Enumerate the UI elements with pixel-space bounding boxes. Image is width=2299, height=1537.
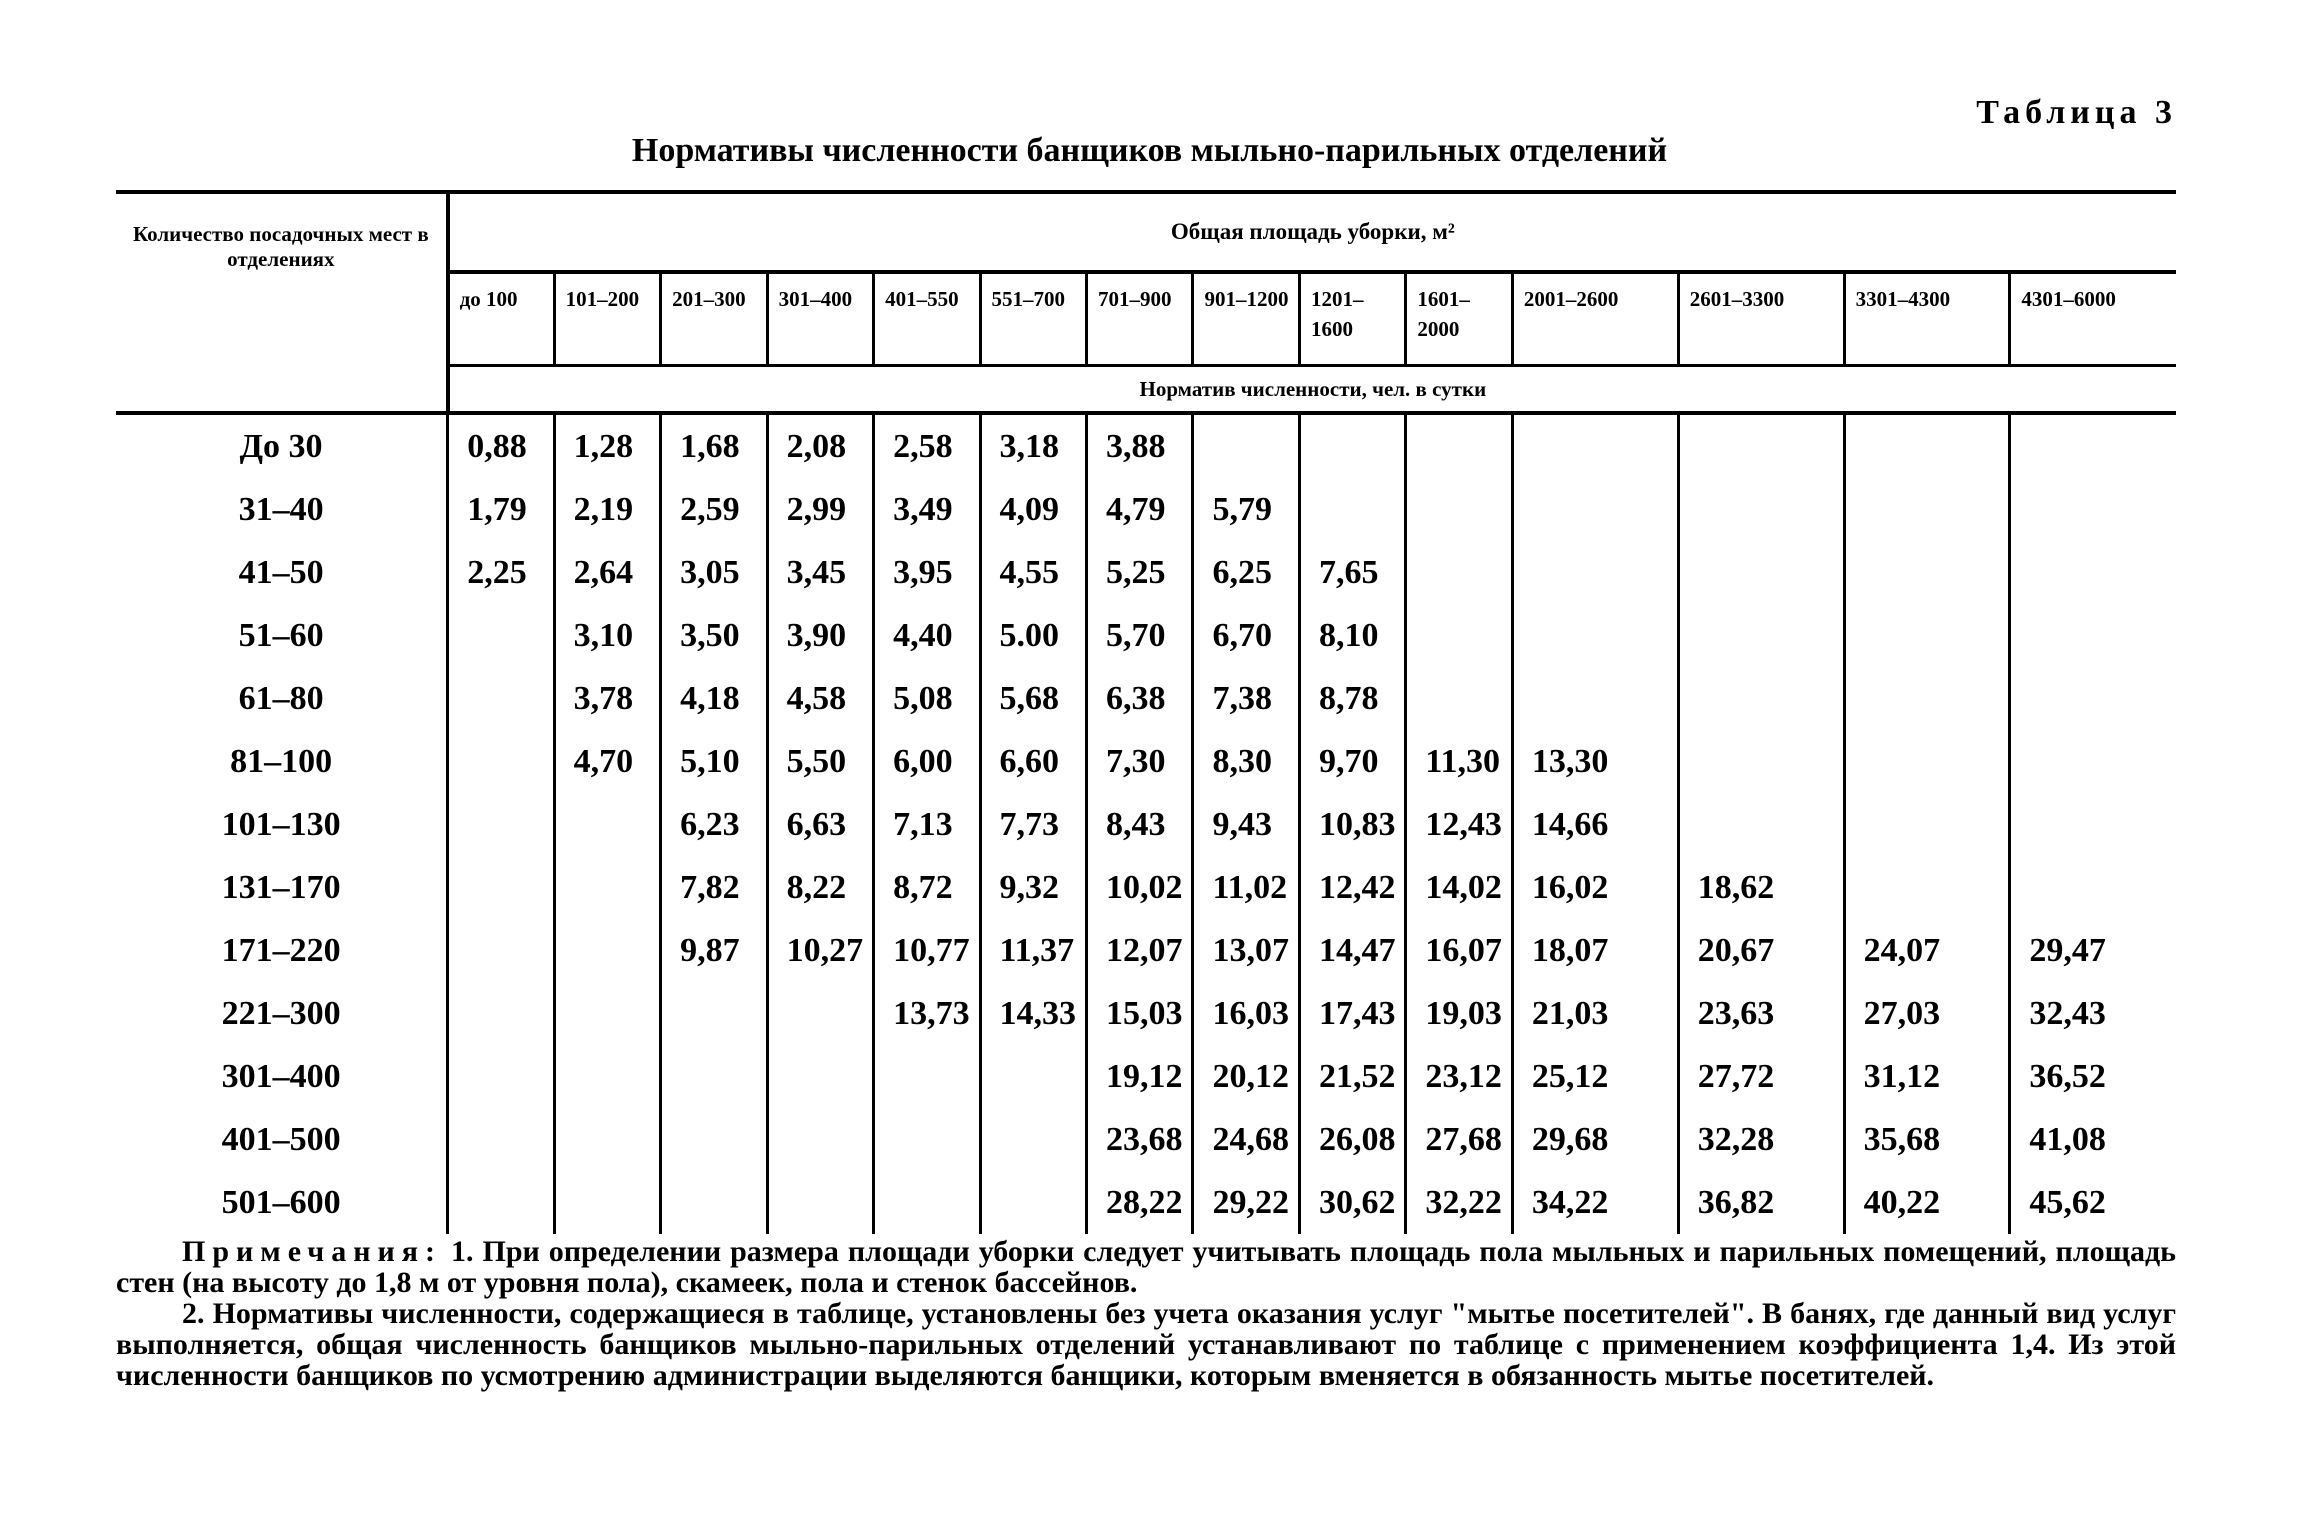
value-cell: 5,70	[1087, 604, 1193, 667]
value-cell: 2,99	[767, 478, 873, 541]
value-cell: 3,45	[767, 541, 873, 604]
value-cell: 5.00	[980, 604, 1086, 667]
value-cell	[1844, 478, 2010, 541]
value-cell: 5,50	[767, 730, 873, 793]
value-cell: 3,78	[554, 667, 660, 730]
row-label: 101–130	[116, 793, 448, 856]
value-cell: 29,47	[2029, 931, 2106, 969]
value-cell	[1299, 478, 1405, 541]
value-cell: 14,33	[980, 982, 1086, 1045]
value-cell: 1,68	[661, 413, 767, 478]
value-cell: 0,88	[448, 413, 554, 478]
area-header: Общая площадь уборки, м²	[448, 192, 2176, 272]
value-cell	[1406, 604, 1512, 667]
range-header-cell: 551–700	[980, 272, 1086, 366]
unit-header: Норматив численности, чел. в сутки	[448, 366, 2176, 414]
value-cell	[1844, 730, 2010, 793]
value-cell: 27,03	[1844, 982, 2010, 1045]
value-cell: 5,10	[661, 730, 767, 793]
value-cell: 7,73	[980, 793, 1086, 856]
value-cell: 9,70	[1299, 730, 1405, 793]
table-row	[116, 667, 2176, 730]
value-cell: 9,32	[980, 856, 1086, 919]
range-header-cell: 901–1200	[1193, 272, 1299, 366]
value-cell: 6,00	[874, 730, 980, 793]
value-cell: 6,25	[1193, 541, 1299, 604]
value-cell: 6,60	[980, 730, 1086, 793]
value-cell	[874, 1108, 980, 1171]
value-cell: 7,82	[661, 856, 767, 919]
table-row	[116, 982, 2176, 1045]
value-cell: 6,38	[1087, 667, 1193, 730]
value-cell	[1512, 604, 1678, 667]
value-cell: 26,08	[1299, 1108, 1405, 1171]
value-cell: 13,07	[1193, 919, 1299, 982]
value-cell	[448, 730, 554, 793]
value-cell	[1678, 478, 1844, 541]
range-header-cell: 1601–2000	[1406, 272, 1512, 366]
row-label: 81–100	[116, 730, 448, 793]
value-cell	[448, 919, 554, 982]
value-cell	[554, 1045, 660, 1108]
norms-table	[116, 190, 2176, 1234]
value-cell	[1299, 413, 1405, 478]
range-header-cell: 201–300	[661, 272, 767, 366]
value-cell: 16,07	[1406, 919, 1512, 982]
value-cell: 8,30	[1193, 730, 1299, 793]
value-cell: 3,95	[874, 541, 980, 604]
value-cell	[448, 1171, 554, 1234]
value-cell: 2,25	[448, 541, 554, 604]
table-row	[116, 919, 2176, 982]
table-row	[116, 793, 2176, 856]
notes	[116, 1236, 2176, 1391]
value-cell: 2,64	[554, 541, 660, 604]
table-row	[116, 478, 2176, 541]
value-cell: 24,07	[1844, 919, 2010, 982]
note-1-text: 1. При определении размера площади уборки следует учитывать площадь пола мыльных и парильных помещений, площадь стен (на высоту до 1,8 м от уровня пола), скамеек, пола и стенок бассейнов.	[116, 1235, 2177, 1299]
range-header-cell: 401–550	[874, 272, 980, 366]
row-label: 221–300	[116, 982, 448, 1045]
value-cell: 18,62	[1678, 856, 1844, 919]
value-cell	[448, 793, 554, 856]
value-cell	[554, 1108, 660, 1171]
value-cell: 14,66	[1512, 793, 1678, 856]
value-cell: 3,10	[554, 604, 660, 667]
range-header-cell: 701–900	[1087, 272, 1193, 366]
value-cell: 20,67	[1678, 919, 1844, 982]
value-cell	[1406, 413, 1512, 478]
value-cell	[2010, 478, 2176, 541]
range-header-cell: 2601–3300	[1678, 272, 1844, 366]
value-cell	[1512, 478, 1678, 541]
value-cell	[1844, 856, 2010, 919]
value-cell: 3,90	[767, 604, 873, 667]
note-1	[116, 1236, 2176, 1298]
value-cell: 18,07	[1512, 919, 1678, 982]
value-cell	[448, 1045, 554, 1108]
row-label: 171–220	[116, 919, 448, 982]
table-row	[116, 541, 2176, 604]
value-cell	[1512, 667, 1678, 730]
value-cell: 13,73	[874, 982, 980, 1045]
value-cell	[554, 919, 660, 982]
value-cell: 19,12	[1087, 1045, 1193, 1108]
value-cell	[767, 1045, 873, 1108]
value-cell	[767, 982, 873, 1045]
value-cell	[1512, 413, 1678, 478]
value-cell	[661, 1045, 767, 1108]
value-cell: 11,37	[980, 919, 1086, 982]
value-cell: 23,63	[1678, 982, 1844, 1045]
value-cell: 7,38	[1193, 667, 1299, 730]
value-cell: 10,02	[1087, 856, 1193, 919]
value-cell: 8,10	[1299, 604, 1405, 667]
value-cell: 1,28	[554, 413, 660, 478]
value-cell: 4,55	[980, 541, 1086, 604]
value-cell: 9,87	[661, 919, 767, 982]
value-cell: 13,30	[1512, 730, 1678, 793]
value-cell: 40,22	[1844, 1171, 2010, 1234]
value-cell	[1678, 541, 1844, 604]
range-header-cell: 301–400	[767, 272, 873, 366]
row-label: 31–40	[116, 478, 448, 541]
value-cell: 9,43	[1193, 793, 1299, 856]
value-cell: 8,22	[767, 856, 873, 919]
value-cell: 4,40	[874, 604, 980, 667]
value-cell: 11,02	[1193, 856, 1299, 919]
value-cell	[661, 982, 767, 1045]
value-cell: 25,12	[1512, 1045, 1678, 1108]
value-cell	[1844, 413, 2010, 478]
value-cell: 36,52	[2029, 1057, 2106, 1095]
value-cell: 16,02	[1512, 856, 1678, 919]
table-row	[116, 856, 2176, 919]
value-cell: 5,08	[874, 667, 980, 730]
table-row	[116, 604, 2176, 667]
value-cell	[448, 604, 554, 667]
value-cell: 2,58	[874, 413, 980, 478]
range-header-cell: 4301–6000	[2010, 272, 2176, 366]
value-cell: 32,43	[2029, 994, 2106, 1032]
value-cell: 2,59	[661, 478, 767, 541]
range-header-cell: до 100	[448, 272, 554, 366]
row-label-header: Количество посадочных мест в отделениях	[116, 192, 448, 413]
value-cell: 31,12	[1844, 1045, 2010, 1108]
value-cell: 3,49	[874, 478, 980, 541]
value-cell: 12,43	[1406, 793, 1512, 856]
value-cell: 14,02	[1406, 856, 1512, 919]
value-cell: 32,22	[1406, 1171, 1512, 1234]
value-cell: 2,19	[554, 478, 660, 541]
range-header-cell: 101–200	[554, 272, 660, 366]
value-cell: 41,08	[2029, 1120, 2106, 1158]
value-cell	[980, 1108, 1086, 1171]
value-cell: 6,23	[661, 793, 767, 856]
value-cell: 12,07	[1087, 919, 1193, 982]
value-cell	[554, 856, 660, 919]
table-row	[116, 730, 2176, 793]
value-cell: 17,43	[1299, 982, 1405, 1045]
row-label: 501–600	[116, 1171, 448, 1234]
value-cell	[1678, 604, 1844, 667]
value-cell	[661, 1171, 767, 1234]
value-cell	[448, 667, 554, 730]
note-2: 2. Нормативы численности, содержащиеся в таблице, установлены без учета оказания услуг "мытье посетителей". В банях, где данный вид услуг выполняется, общая численность банщиков мыльно-парильных отделений устанавливают по таблице с применением коэффициента 1,4. Из этой численности банщиков по усмотрению администрации выделяются банщики, которым вменяется в обязанность мытье посетителей.	[116, 1297, 2176, 1392]
table-title: Нормативы численности банщиков мыльно-парильных отделений	[631, 132, 1668, 169]
value-cell: 20,12	[1193, 1045, 1299, 1108]
value-cell	[2010, 604, 2176, 667]
notes-label: Примечания:	[182, 1235, 443, 1268]
value-cell: 8,72	[874, 856, 980, 919]
value-cell: 16,03	[1193, 982, 1299, 1045]
value-cell	[2010, 730, 2176, 793]
table-number: Таблица 3	[1976, 94, 2177, 131]
value-cell	[1406, 541, 1512, 604]
value-cell: 10,83	[1299, 793, 1405, 856]
value-cell	[661, 1108, 767, 1171]
value-cell: 11,30	[1406, 730, 1512, 793]
value-cell: 2,08	[767, 413, 873, 478]
value-cell: 7,13	[874, 793, 980, 856]
value-cell	[1844, 667, 2010, 730]
value-cell: 3,18	[980, 413, 1086, 478]
value-cell: 4,18	[661, 667, 767, 730]
value-cell: 10,77	[874, 919, 980, 982]
value-cell: 8,78	[1299, 667, 1405, 730]
value-cell: 27,72	[1678, 1045, 1844, 1108]
range-header-cell: 2001–2600	[1512, 272, 1678, 366]
value-cell: 23,68	[1087, 1108, 1193, 1171]
value-cell	[1193, 413, 1299, 478]
value-cell: 8,43	[1087, 793, 1193, 856]
value-cell: 6,63	[767, 793, 873, 856]
value-cell: 34,22	[1512, 1171, 1678, 1234]
value-cell: 35,68	[1844, 1108, 2010, 1171]
value-cell: 24,68	[1193, 1108, 1299, 1171]
value-cell	[1406, 667, 1512, 730]
value-cell: 10,27	[767, 919, 873, 982]
value-cell	[2010, 413, 2176, 478]
value-cell: 3,88	[1087, 413, 1193, 478]
value-cell: 23,12	[1406, 1045, 1512, 1108]
value-cell: 30,62	[1299, 1171, 1405, 1234]
value-cell	[2010, 856, 2176, 919]
table-row	[116, 1108, 2176, 1171]
value-cell	[1406, 478, 1512, 541]
value-cell: 5,79	[1193, 478, 1299, 541]
value-cell	[980, 1171, 1086, 1234]
value-cell: 3,50	[661, 604, 767, 667]
value-cell: 21,52	[1299, 1045, 1405, 1108]
value-cell: 45,62	[2029, 1183, 2106, 1221]
value-cell	[1844, 541, 2010, 604]
value-cell: 7,65	[1299, 541, 1405, 604]
value-cell	[1512, 541, 1678, 604]
value-cell	[448, 856, 554, 919]
value-cell: 3,05	[661, 541, 767, 604]
value-cell: 12,42	[1299, 856, 1405, 919]
value-cell	[767, 1171, 873, 1234]
value-cell	[767, 1108, 873, 1171]
value-cell	[1678, 793, 1844, 856]
value-cell: 4,09	[980, 478, 1086, 541]
value-cell	[1678, 667, 1844, 730]
table-row	[116, 413, 2176, 478]
value-cell: 14,47	[1299, 919, 1405, 982]
value-cell: 27,68	[1406, 1108, 1512, 1171]
value-cell: 15,03	[1087, 982, 1193, 1045]
value-cell	[1678, 730, 1844, 793]
value-cell	[2010, 541, 2176, 604]
value-cell: 4,79	[1087, 478, 1193, 541]
row-label: 301–400	[116, 1045, 448, 1108]
row-label: 131–170	[116, 856, 448, 919]
value-cell	[554, 982, 660, 1045]
value-cell: 36,82	[1678, 1171, 1844, 1234]
row-label: 51–60	[116, 604, 448, 667]
value-cell: 29,68	[1512, 1108, 1678, 1171]
value-cell: 6,70	[1193, 604, 1299, 667]
value-cell	[874, 1171, 980, 1234]
value-cell: 4,70	[554, 730, 660, 793]
value-cell: 7,30	[1087, 730, 1193, 793]
table-row	[116, 1171, 2176, 1234]
value-cell: 29,22	[1193, 1171, 1299, 1234]
value-cell: 4,58	[767, 667, 873, 730]
value-cell	[448, 1108, 554, 1171]
value-cell: 32,28	[1678, 1108, 1844, 1171]
range-header-cell: 1201–1600	[1299, 272, 1405, 366]
row-label: 61–80	[116, 667, 448, 730]
value-cell: 1,79	[448, 478, 554, 541]
value-cell	[1844, 793, 2010, 856]
value-cell	[874, 1045, 980, 1108]
value-cell: 5,68	[980, 667, 1086, 730]
value-cell: 5,25	[1087, 541, 1193, 604]
value-cell	[2010, 793, 2176, 856]
row-label: 401–500	[116, 1108, 448, 1171]
value-cell: 19,03	[1406, 982, 1512, 1045]
value-cell	[1678, 413, 1844, 478]
value-cell	[2010, 667, 2176, 730]
value-cell	[554, 793, 660, 856]
value-cell	[448, 982, 554, 1045]
row-label: До 30	[116, 413, 448, 478]
value-cell	[980, 1045, 1086, 1108]
range-header-cell: 3301–4300	[1844, 272, 2010, 366]
value-cell	[1844, 604, 2010, 667]
table-body	[116, 413, 2176, 1234]
table-header	[116, 192, 2176, 413]
row-label: 41–50	[116, 541, 448, 604]
value-cell: 28,22	[1087, 1171, 1193, 1234]
table-row	[116, 1045, 2176, 1108]
value-cell: 21,03	[1512, 982, 1678, 1045]
value-cell	[554, 1171, 660, 1234]
